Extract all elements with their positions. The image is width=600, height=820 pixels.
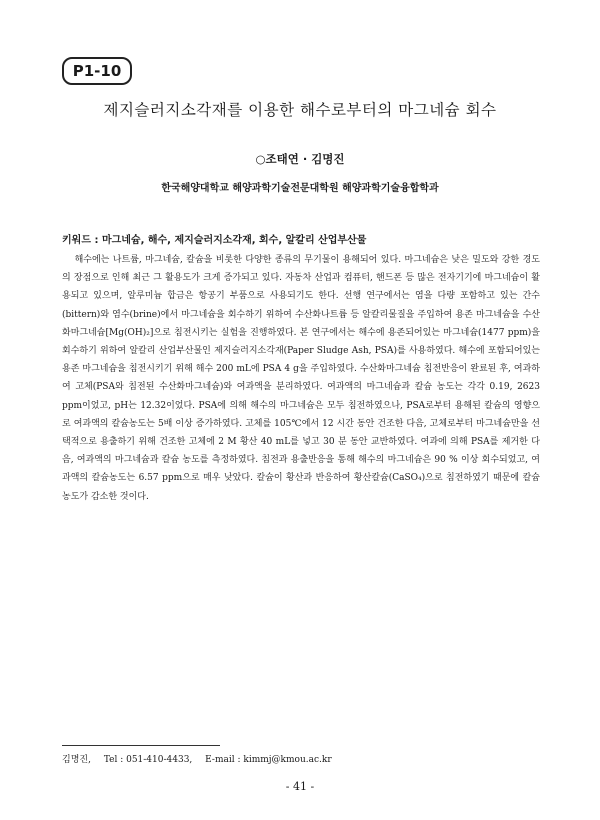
footnote-name: 김명진, — [62, 755, 91, 765]
session-code-badge: P1-10 — [62, 57, 132, 85]
authors: ○조태연 · 김명진 — [255, 152, 345, 166]
paper-title: 제지슬러지소각재를 이용한 해수로부터의 마그네슘 회수 — [103, 101, 497, 119]
corresponding-author-footnote — [62, 752, 342, 765]
affiliation: 한국해양대학교 해양과학기술전문대학원 해양과학기술융합학과 — [161, 183, 439, 194]
abstract-body: 해수에는 나트륨, 마그네슘, 칼슘을 비롯한 다양한 종류의 무기물이 용해되어 있다. 마그네슘은 낮은 밀도와 강한 경도의 장점으로 인해 최근 그 활용도가 크게 증가되고 있다. 자동차 산업과 컴퓨터, 핸드폰 등 많은 전자기기에 마그네슘이 활용되고 있으며, 알루미늄 합금은 항공기 부품으로 사용되기도 한다. 선행 연구에서는 염을 다량 포함하고 있는 간수(bittern)와 염수(brine)에서 마그네슘을 회수하기 위하여 수산화나트륨 등 알칼리물질을 주입하여 용존 마그네슘을 수산화마그네슘[Mg(OH)₂]으로 침전시키는 실험을 진행하였다. 본 연구에서는 해수에 용존되어있는 마그네슘(1477 ppm)을 회수하기 위하여 알칼리 산업부산물인 제지슬러지소각재(Paper Sludge Ash, PSA)를 사용하였다. 해수에 포함되어있는 용존 마그네슘을 침전시키기 위해 해수 200 mL에 PSA 4 g을 주입하였다. 수산화마그네슘 침전반응이 완료된 후, 여과하여 고체(PSA와 침전된 수산화마그네슘)와 여과액을 분리하였다. 여과액의 마그네슘과 칼슘 농도는 각각 0.19, 2623 ppm이었고, pH는 12.32이었다. PSA에 의해 해수의 마그네슘은 모두 침전하였으나, PSA로부터 용해된 칼슘의 영향으로 여과액의 칼슘농도는 5배 이상 증가하였다. 고체를 105℃에서 12 시간 동안 건조한 다음, 고체로부터 마그네슘만을 선택적으로 용출하기 위해 건조한 고체에 2 M 황산 40 mL를 넣고 30 분 동안 교반하였다. 여과에 의해 PSA를 제거한 다음, 여과액의 마그네슘과 칼슘 농도를 측정하였다. 침전과 용출반응을 통해 해수의 마그네슘은 90 % 이상 회수되었고, 여과액의 칼슘농도는 6.57 ppm으로 매우 낮았다. 칼슘이 황산과 반응하여 황산칼슘(CaSO₄)으로 침전하였기 때문에 칼슘농도가 감소한 것이다. — [62, 255, 540, 502]
footnote-tel: Tel : 051-410-4433, — [103, 755, 193, 765]
footnote-email: E-mail : kimmj@kmou.ac.kr — [205, 755, 332, 765]
page-number: - 41 - — [285, 780, 315, 793]
keywords: 키워드 : 마그네슘, 해수, 제지슬러지소각재, 회수, 알칼리 산업부산물 — [62, 235, 367, 246]
footnote-divider — [62, 745, 220, 746]
